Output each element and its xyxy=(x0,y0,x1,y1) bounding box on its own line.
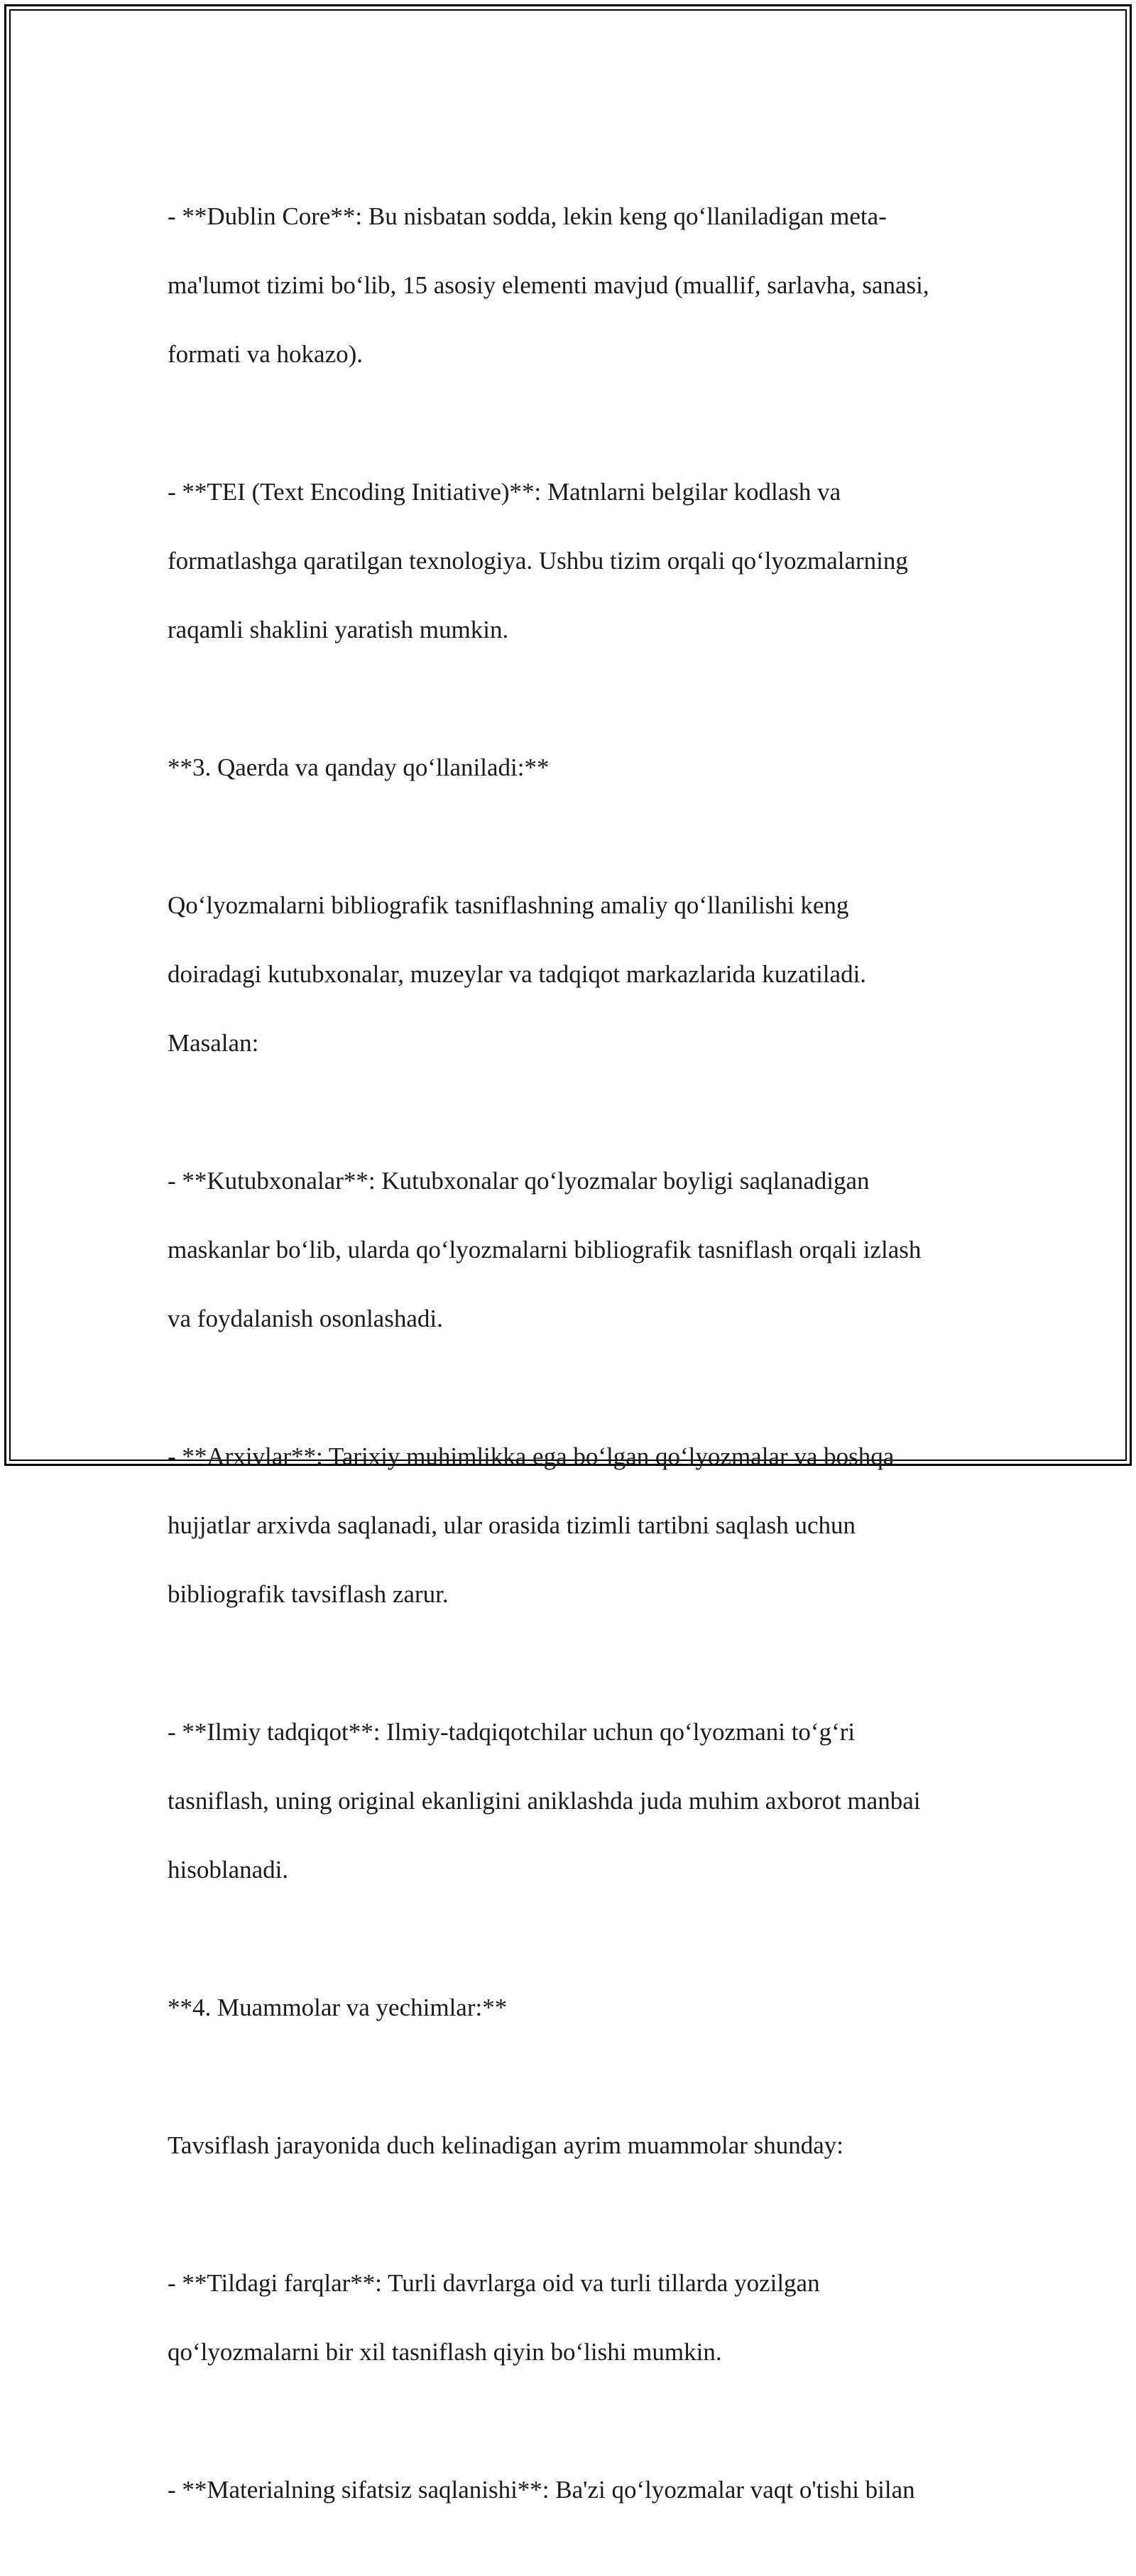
paragraph-problems-intro xyxy=(168,2094,970,2197)
text-line: raqamli shaklini yaratish mumkin. xyxy=(168,615,509,643)
text-line: Qo‘lyozmalarni bibliografik tasniflashning amaliy qo‘llanilishi keng xyxy=(168,891,849,919)
text-line: bibliografik tavsiflash zarur. xyxy=(168,1580,449,1608)
paragraph-tei xyxy=(168,440,970,682)
text-line: - **Tildagi farqlar**: Turli davrlarga oid va turli tillarda yozilgan xyxy=(168,2268,820,2297)
text-line: va foydalanish osonlashadi. xyxy=(168,1304,443,1332)
text-line: hujjatlar arxivda saqlanadi, ular orasida tizimli tartibni saqlash uchun xyxy=(168,1511,856,1539)
text-line: maskanlar bo‘lib, ularda qo‘lyozmalarni bibliografik tasniflash orqali izlash xyxy=(168,1235,922,1263)
text-line: - **Materialning sifatsiz saqlanishi**: Ba'zi qo‘lyozmalar vaqt o'tishi bilan xyxy=(168,2475,915,2504)
text-line: - **Kutubxonalar**: Kutubxonalar qo‘lyozmalar boyligi saqlanadigan xyxy=(168,1166,870,1195)
text-line: qo‘lyozmalarni bir xil tasniflash qiyin bo‘lishi mumkin. xyxy=(168,2337,722,2366)
text-line: formati va hokazo). xyxy=(168,339,364,368)
paragraph-libraries xyxy=(168,1129,970,1371)
paragraph-research xyxy=(168,1680,970,1922)
text-line: Masalan: xyxy=(168,1028,259,1057)
text-line: doiradagi kutubxonalar, muzeylar va tadqiqot markazlarida kuzatiladi. xyxy=(168,960,867,988)
text-line: - **Ilmiy tadqiqot**: Ilmiy-tadqiqotchilar uchun qo‘lyozmani to‘g‘ri xyxy=(168,1717,856,1746)
text-line: - **TEI (Text Encoding Initiative)**: Matnlarni belgilar kodlash va xyxy=(168,477,841,506)
text-line: Tavsiflash jarayonida duch kelinadigan ayrim muammolar shunday: xyxy=(168,2131,844,2159)
paragraph-material-preservation xyxy=(168,2438,970,2542)
heading-line: **4. Muammolar va yechimlar:** xyxy=(168,1993,508,2021)
section-heading-4 xyxy=(168,1956,970,2060)
text-line: ma'lumot tizimi bo‘lib, 15 asosiy elementi mavjud (muallif, sarlavha, sanasi, xyxy=(168,271,929,299)
text-line: - **Dublin Core**: Bu nisbatan sodda, lekin keng qo‘llaniladigan meta- xyxy=(168,202,887,230)
paragraph-language-differences xyxy=(168,2232,970,2404)
paragraph-dublin-core xyxy=(168,165,970,406)
paragraph-usage-intro xyxy=(168,854,970,1095)
text-line: tasniflash, uning original ekanligini aniklashda juda muhim axborot manbai xyxy=(168,1786,921,1815)
section-heading-3 xyxy=(168,716,970,820)
text-line: formatlashga qaratilgan texnologiya. Ushbu tizim orqali qo‘lyozmalarning xyxy=(168,546,908,575)
document-body xyxy=(168,165,970,2576)
paragraph-archives xyxy=(168,1405,970,1646)
heading-line: **3. Qaerda va qanday qo‘llaniladi:** xyxy=(168,753,550,781)
text-line: hisoblanadi. xyxy=(168,1855,289,1884)
text-line: - **Arxivlar**: Tarixiy muhimlikka ega bo‘lgan qo‘lyozmalar va boshqa xyxy=(168,1442,895,1470)
